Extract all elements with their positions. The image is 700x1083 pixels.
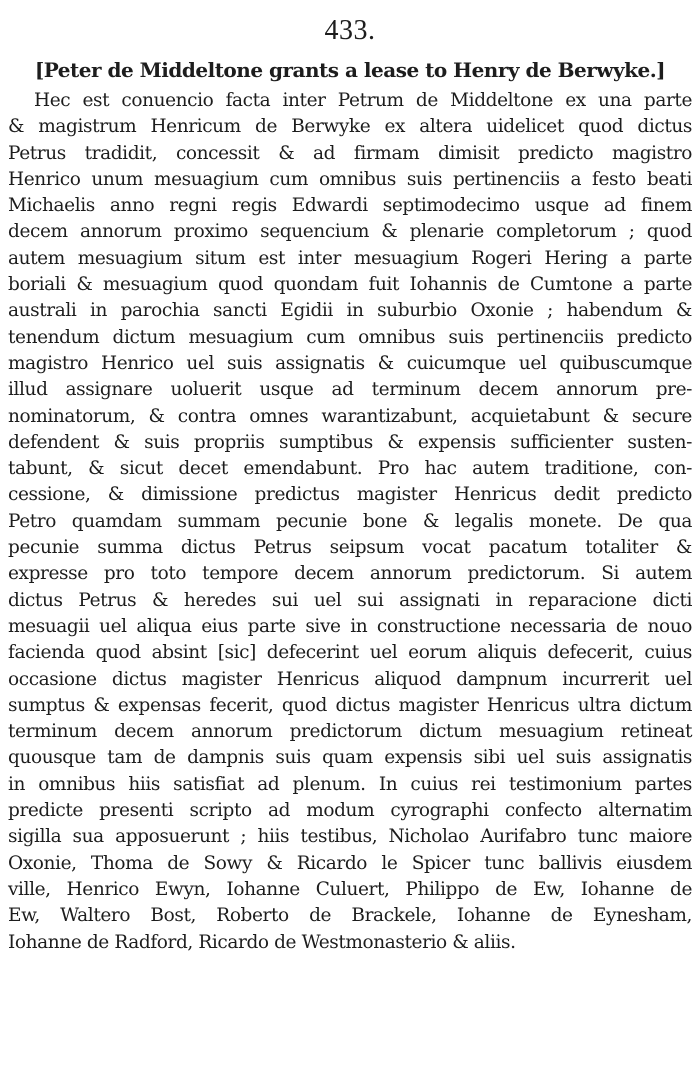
- text-line: Michaelis anno regni regis Edwardi septimodecimo usque ad finem: [8, 195, 692, 217]
- text-line: & magistrum Henricum de Berwyke ex altera uidelicet quod dictus: [8, 116, 692, 138]
- text-line: mesuagii uel aliqua eius parte sive in constructione necessaria de nouo: [8, 615, 692, 637]
- text-line: decem annorum proximo sequencium & plenarie completorum ; quod: [8, 221, 692, 243]
- text-line: quousque tam de dampnis suis quam expensis sibi uel suis assignatis: [8, 747, 692, 769]
- text-line: australi in parochia sancti Egidii in suburbio Oxonie ; habendum &: [8, 300, 692, 322]
- text-line: illud assignare uoluerit usque ad terminum decem annorum pre-: [8, 379, 692, 401]
- text-line: terminum decem annorum predictorum dictum mesuagium retineat: [8, 721, 692, 743]
- text-line: Petro quamdam summam pecunie bone & legalis monete. De qua: [8, 510, 692, 532]
- text-line: sumptus & expensas fecerit, quod dictus magister Henricus ultra dictum: [8, 694, 692, 716]
- document-page: [8, 0, 692, 1083]
- text-line: sigilla sua apposuerunt ; hiis testibus, Nicholao Aurifabro tunc maiore: [8, 826, 692, 848]
- text-line: magistro Henrico uel suis assignatis & cuicumque uel quibuscumque: [8, 352, 692, 374]
- text-line: pecunie summa dictus Petrus seipsum vocat pacatum totaliter &: [8, 537, 692, 559]
- document-body: [8, 88, 692, 956]
- text-line: dictus Petrus & heredes sui uel sui assignati in reparacione dicti: [8, 589, 692, 611]
- text-line: Oxonie, Thoma de Sowy & Ricardo le Spicer tunc ballivis eiusdem: [8, 852, 692, 874]
- text-line: tabunt, & sicut decet emendabunt. Pro hac autem traditione, con-: [8, 458, 692, 480]
- page-number: 433.: [324, 15, 376, 46]
- text-line: Iohanne de Radford, Ricardo de Westmonasterio & aliis.: [8, 931, 516, 953]
- text-line: Hec est conuencio facta inter Petrum de Middeltone ex una parte: [34, 90, 692, 111]
- text-line: autem mesuagium situm est inter mesuagium Rogeri Hering a parte: [8, 247, 692, 269]
- text-line: in omnibus hiis satisfiat ad plenum. In cuius rei testimonium partes: [8, 773, 692, 795]
- document-heading: [Peter de Middeltone grants a lease to Henry de Berwyke.]: [34, 58, 666, 82]
- text-line: ville, Henrico Ewyn, Iohanne Culuert, Philippo de Ew, Iohanne de: [8, 878, 692, 900]
- text-line: nominatorum, & contra omnes warantizabunt, acquietabunt & secure: [8, 405, 692, 427]
- text-line: boriali & mesuagium quod quondam fuit Iohannis de Cumtone a parte: [8, 274, 692, 296]
- text-line: facienda quod absint [sic] defecerint uel eorum aliquis defecerit, cuius: [8, 642, 692, 664]
- text-line: Petrus tradidit, concessit & ad firmam dimisit predicto magistro: [8, 142, 692, 164]
- text-line: defendent & suis propriis sumptibus & expensis sufficienter susten-: [8, 431, 692, 453]
- text-line: Henrico unum mesuagium cum omnibus suis pertinenciis a festo beati: [8, 168, 692, 190]
- text-line: Ew, Waltero Bost, Roberto de Brackele, Iohanne de Eynesham,: [8, 905, 692, 927]
- text-line: expresse pro toto tempore decem annorum predictorum. Si autem: [8, 563, 692, 585]
- text-line: tenendum dictum mesuagium cum omnibus suis pertinenciis predicto: [8, 326, 692, 348]
- text-line: predicte presenti scripto ad modum cyrographi confecto alternatim: [8, 800, 692, 822]
- text-line: occasione dictus magister Henricus aliquod dampnum incurrerit uel: [8, 668, 692, 690]
- text-line: cessione, & dimissione predictus magister Henricus dedit predicto: [8, 484, 692, 506]
